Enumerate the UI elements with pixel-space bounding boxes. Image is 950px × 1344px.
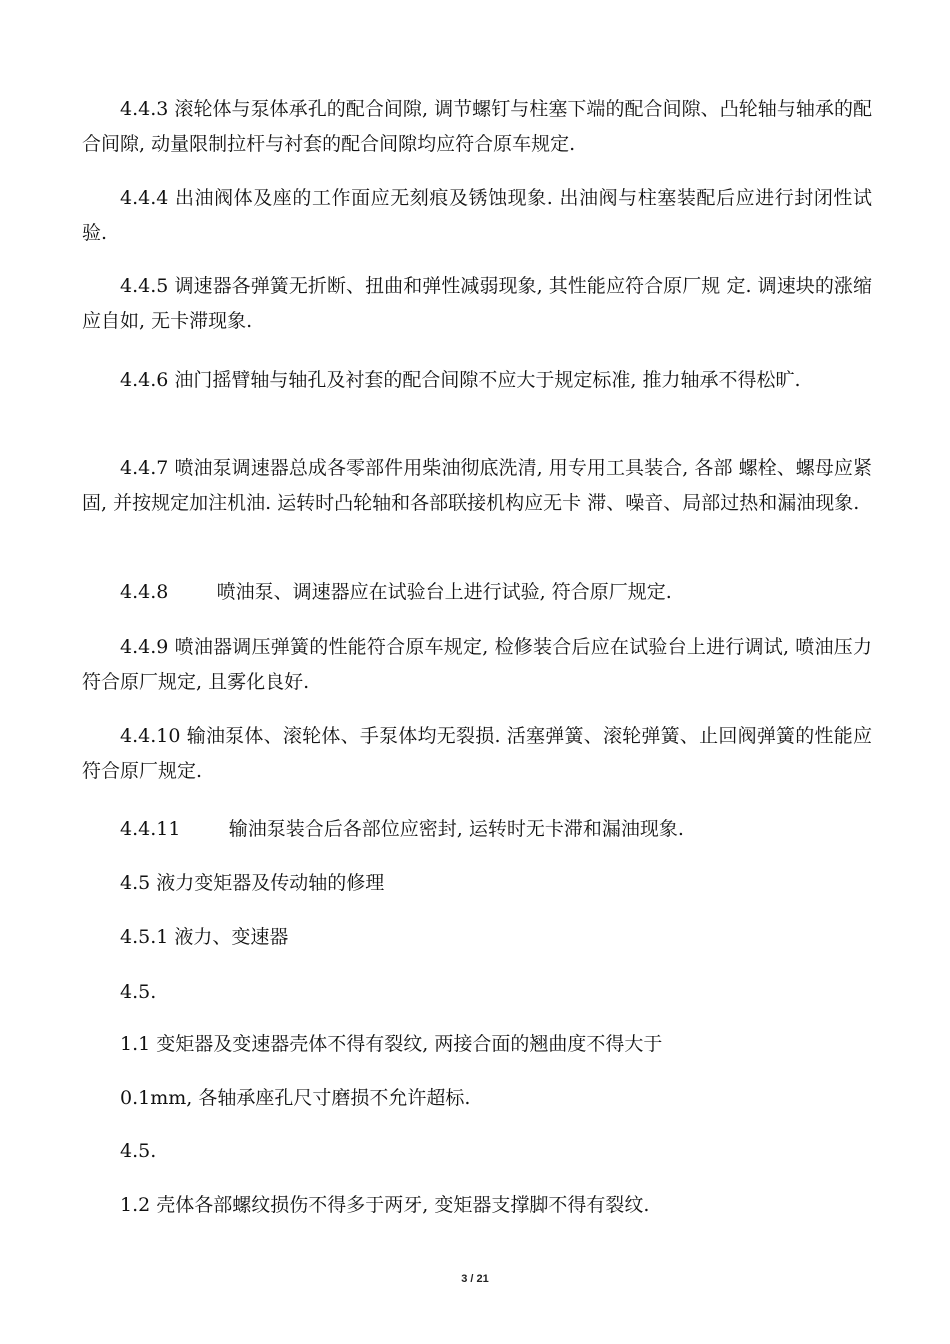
- paragraph-4-4-5: 4.4.5 调速器各弹簧无折断、扭曲和弹性减弱现象, 其性能应符合原厂规 定. 调速块的涨缩应自如, 无卡滞现象.: [82, 275, 872, 332]
- paragraph-4-4-4: 4.4.4 出油阀体及座的工作面应无刻痕及锈蚀现象. 出油阀与柱塞装配后应进行封闭性试验.: [82, 187, 872, 244]
- paragraph-4-4-10: 4.4.10 输油泵体、滚轮体、手泵体均无裂损. 活塞弹簧、滚轮弹簧、止回阀弹簧的性能应符合原厂规定.: [82, 725, 872, 782]
- page-number: 3 / 21: [461, 1273, 489, 1285]
- paragraph-4-4-3: 4.4.3 滚轮体与泵体承孔的配合间隙, 调节螺钉与柱塞下端的配合间隙、凸轮轴与轴承的配合间隙, 动量限制拉杆与衬套的配合间隙均应符合原车规定.: [82, 98, 872, 155]
- paragraph-1-1: 1.1 变矩器及变速器壳体不得有裂纹, 两接合面的翘曲度不得大于: [120, 1033, 663, 1055]
- item-number-4-5-a: 4.5.: [120, 981, 157, 1003]
- paragraph-4-4-8: 4.4.8 喷油泵、调速器应在试验台上进行试验, 符合原厂规定.: [120, 581, 672, 603]
- paragraph-4-4-11: 4.4.11 输油泵装合后各部位应密封, 运转时无卡滞和漏油现象.: [120, 818, 684, 840]
- subsection-heading-4-5-1: 4.5.1 液力、变速器: [120, 926, 289, 948]
- item-number-4-5-b: 4.5.: [120, 1140, 157, 1162]
- paragraph-4-4-9: 4.4.9 喷油器调压弹簧的性能符合原车规定, 检修装合后应在试验台上进行调试, 喷油压力符合原厂规定, 且雾化良好.: [82, 636, 872, 693]
- paragraph-1-1-continued: 0.1mm, 各轴承座孔尺寸磨损不允许超标.: [120, 1087, 471, 1109]
- section-heading-4-5: 4.5 液力变矩器及传动轴的修理: [120, 872, 385, 894]
- paragraph-1-2: 1.2 壳体各部螺纹损伤不得多于两牙, 变矩器支撑脚不得有裂纹.: [120, 1194, 650, 1216]
- paragraph-4-4-7: 4.4.7 喷油泵调速器总成各零部件用柴油彻底洗清, 用专用工具装合, 各部 螺栓、螺母应紧固, 并按规定加注机油. 运转时凸轮轴和各部联接机构应无卡 滞、噪音、局部过热和漏油现象.: [82, 457, 872, 514]
- paragraph-4-4-6: 4.4.6 油门摇臂轴与轴孔及衬套的配合间隙不应大于规定标准, 推力轴承不得松旷.: [120, 369, 801, 391]
